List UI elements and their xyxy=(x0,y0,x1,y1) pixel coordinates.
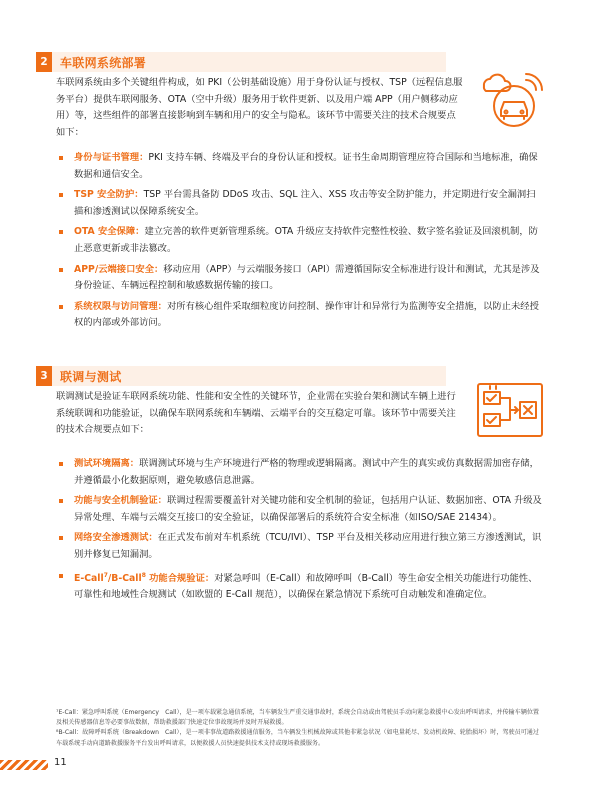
bullet-text: 对所有核心组件采取细粒度访问控制、操作审计和异常行为监测等安全措施，以防止未经授权的内部或外部访问。 xyxy=(74,300,539,329)
footnote-8: ⁸B-Call：故障呼叫系统（Breakdown Call），是一项非事故道路救援通信服务，当车辆发生机械故障或其他非紧急状况（如电量耗尽、发动机故障、轮胎损坏）时，驾驶员可通过车载系统手动向道路救援服务平台发出呼叫请求，以便救援人员快速提供技术支持或现场救援服务。 xyxy=(56,729,539,747)
list-item xyxy=(56,456,544,489)
bullet-marker xyxy=(59,536,63,540)
bullet-marker xyxy=(59,230,63,234)
bullet-text: 联调过程需要覆盖针对关键功能和安全机制的验证，包括用户认证、数据加密、OTA 升级及异常处理、车端与云端交互接口的安全验证，以确保部署后的系统符合安全标准（如ISO/SAE 21434）。 xyxy=(74,495,542,523)
bullet-label xyxy=(74,573,214,584)
bullet-label: 系统权限与访问管理： xyxy=(74,300,167,312)
list-item xyxy=(56,299,544,332)
bullet-label: 功能与安全机制验证： xyxy=(74,495,167,507)
connected-car-cloud-icon xyxy=(474,70,544,128)
label-part: /B-Call xyxy=(107,572,142,584)
footer-stripe xyxy=(0,760,48,770)
bullet-label: TSP 安全防护： xyxy=(74,189,144,201)
bullet-marker xyxy=(59,305,63,309)
list-item xyxy=(56,187,544,220)
section-2-intro: 车联网系统由多个关键组件构成，如 PKI（公钥基础设施）用于身份认证与授权、TSP（远程信息服务平台）提供车联网服务、OTA（空中升级）服务用于软件更新、以及用户端 APP（用户侧移动应用）等，这些组件的部署直接影响到车辆和用户的安全与隐私。该环节中需要关注的技术合规要点如下： xyxy=(56,77,463,138)
section-number: 2 xyxy=(36,52,52,72)
section-2-bullets xyxy=(56,150,544,332)
bullet-marker xyxy=(59,268,63,272)
bullet-marker xyxy=(59,574,63,578)
bullet-marker xyxy=(59,193,63,197)
section-title: 车联网系统部署 xyxy=(60,55,147,70)
section-3-intro: 联调测试是验证车联网系统功能、性能和安全性的关键环节，企业需在实验台架和测试车辆上进行系统联调和功能验证，以确保车联网系统和车辆端、云端平台的交互稳定可靠。该环节中需要关注的技术合规要点如下： xyxy=(56,391,456,436)
bullet-marker xyxy=(59,156,63,160)
section-title: 联调与测试 xyxy=(60,369,122,384)
bullet-label: OTA 安全保障： xyxy=(74,226,145,238)
list-item xyxy=(56,568,544,604)
section-3-header xyxy=(36,366,446,386)
list-item xyxy=(56,150,544,183)
bullet-text: PKI 支持车辆、终端及平台的身份认证和授权。证书生命周期管理应符合国际和当地标准，确保数据和通信安全。 xyxy=(74,152,538,180)
bullet-text: 对紧急呼叫（E-Call）和故障呼叫（B-Call）等生命安全相关功能进行功能性、可靠性和地域性合规测试（如欧盟的 E-Call 规范），以确保在紧急情况下系统可自动触发和准确定位。 xyxy=(74,572,538,601)
footnote-7: ⁷E-Call：紧急呼叫系统（Emergency Call），是一项车载紧急通信系统，当车辆发生严重交通事故时，系统会自动或由驾驶员手动向紧急救援中心发出呼叫请求，并传输车辆位置及相关传感器信息等必要事故数据，帮助救援部门快速定位事故现场并及时开展救援。 xyxy=(56,709,540,727)
footnote-ref: 8 xyxy=(141,571,146,579)
bullet-label: APP/云端接口安全： xyxy=(74,263,164,275)
bullet-label: 测试环境隔离： xyxy=(74,458,140,469)
label-part: 功能合规验证： xyxy=(145,572,215,584)
bullet-marker xyxy=(59,499,63,503)
footnotes xyxy=(56,708,542,749)
list-item xyxy=(56,530,544,563)
section-3-bullets xyxy=(56,456,544,604)
list-item xyxy=(56,224,544,257)
bullet-label: 网络安全渗透测试： xyxy=(74,532,158,544)
section-number: 3 xyxy=(36,366,52,386)
label-part: E-Call xyxy=(74,572,104,584)
bullet-text: 建立完善的软件更新管理系统。OTA 升级应支持软件完整性校验、数字签名验证及回滚机制，防止恶意更新或非法篡改。 xyxy=(74,226,538,254)
list-item xyxy=(56,262,544,295)
footnote-ref: 7 xyxy=(103,571,108,579)
bullet-text: 联调测试环境与生产环境进行严格的物理或逻辑隔离。测试中产生的真实或仿真数据需加密存储，并遵循最小化数据原则，避免敏感信息泄露。 xyxy=(74,458,539,486)
page-number: 11 xyxy=(54,757,67,768)
section-2-header xyxy=(36,52,446,72)
list-item xyxy=(56,493,544,526)
bullet-text: 移动应用（APP）与云端服务接口（API）需遵循国际安全标准进行设计和测试，尤其是涉及身份验证、车辆远程控制和敏感数据传输的接口。 xyxy=(74,263,540,292)
bullet-marker xyxy=(59,462,63,466)
bullet-text: 在正式发布前对车机系统（TCU/IVI）、TSP 平台及相关移动应用进行独立第三方渗透测试，识别并修复已知漏洞。 xyxy=(74,532,542,560)
bullet-text: TSP 平台需具备防 DDoS 攻击、SQL 注入、XSS 攻击等安全防护能力，并定期进行安全漏洞扫描和渗透测试以保障系统安全。 xyxy=(74,189,536,217)
bullet-label: 身份与证书管理： xyxy=(74,152,149,163)
test-flow-diagram-icon xyxy=(476,382,544,438)
